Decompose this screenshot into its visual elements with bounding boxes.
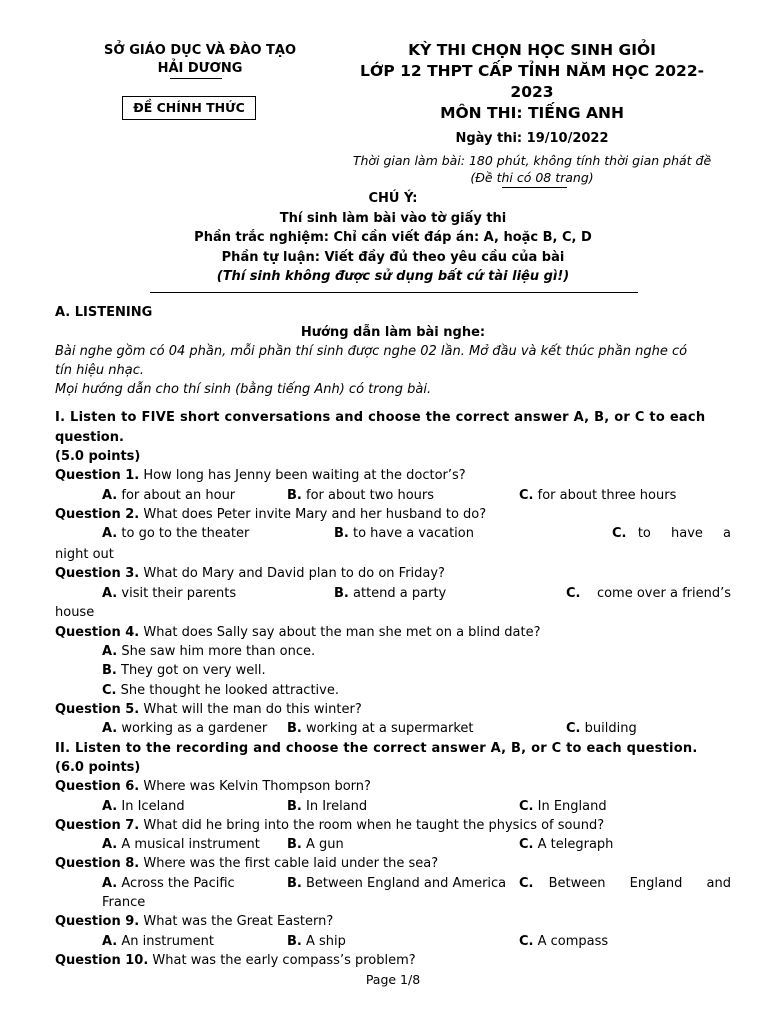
question-6: Question 6. Where was Kelvin Thompson born? (55, 779, 371, 794)
q8-option-c-cont: France (102, 895, 146, 910)
part-1-points: (5.0 points) (55, 449, 141, 464)
question-5: Question 5. What will the man do this winter? (55, 702, 362, 717)
exam-date: Ngày thi: 19/10/2022 (455, 131, 609, 146)
q8-option-a: A. Across the Pacific (102, 876, 235, 891)
q3-option-c: C. come over a friend’s (566, 586, 731, 601)
part-1-instruction: I. Listen to FIVE short conversations and choose the correct answer A, B, or C to each (55, 410, 706, 425)
exam-title-line-1: KỲ THI CHỌN HỌC SINH GIỎI (408, 41, 656, 59)
q2-option-c-cont: night out (55, 547, 114, 562)
q9-option-a: A. An instrument (102, 934, 214, 949)
guide-line-2: Mọi hướng dẫn cho thí sinh (bằng tiếng Anh) có trong bài. (55, 382, 432, 397)
question-label: Question 1. (55, 468, 140, 483)
q5-option-c: C. building (566, 721, 637, 736)
q3-option-a: A. visit their parents (102, 586, 237, 601)
question-1 (55, 468, 466, 483)
q1-option-a: A. for about an hour (102, 488, 236, 503)
notice-line-3: Phần tự luận: Viết đầy đủ theo yêu cầu của bài (221, 249, 565, 265)
q1-option-c: C. for about three hours (519, 488, 677, 503)
q8-option-b: B. Between England and America (287, 876, 507, 891)
q5-option-a: A. working as a gardener (102, 721, 268, 736)
question-2: Question 2. What does Peter invite Mary and her husband to do? (55, 507, 487, 522)
guide-line-1a: Bài nghe gồm có 04 phần, mỗi phần thí sinh được nghe 02 lần. Mở đầu và kết thúc phần nghe có (55, 344, 688, 359)
page-number: Page 1/8 (365, 972, 421, 987)
notice-line-2: Phần trắc nghiệm: Chỉ cần viết đáp án: A, hoặc B, C, D (194, 230, 592, 245)
q6-option-b: B. In Ireland (287, 799, 368, 814)
q2-option-a: A. to go to the theater (102, 526, 250, 541)
q6-option-a: A. In Iceland (102, 799, 185, 814)
question-text: How long has Jenny been waiting at the doctor’s? (143, 468, 466, 483)
guide-title: Hướng dẫn làm bài nghe: (300, 325, 486, 340)
pages-note: (Đề thi có 08 trang) (470, 170, 594, 185)
q4-option-a: A. She saw him more than once. (102, 644, 316, 659)
question-10: Question 10. What was the early compass’s problem? (55, 953, 416, 968)
question-3: Question 3. What do Mary and David plan to do on Friday? (55, 566, 445, 581)
question-4: Question 4. What does Sally say about the man she met on a blind date? (55, 625, 541, 640)
exam-title-line-2: LỚP 12 THPT CẤP TỈNH NĂM HỌC 2022- (359, 62, 705, 80)
section-title: A. LISTENING (55, 305, 153, 320)
notice-title: CHÚ Ý: (368, 191, 418, 206)
official-badge: ĐỀ CHÍNH THỨC (122, 96, 256, 120)
q7-option-a: A. A musical instrument (102, 837, 260, 852)
part-2-instruction: II. Listen to the recording and choose the correct answer A, B, or C to each question. (55, 741, 698, 756)
exam-title-line-3: 2023 (510, 83, 554, 101)
q3-option-c-cont: house (55, 605, 95, 620)
q3-option-b: B. attend a party (334, 586, 447, 601)
q9-option-c: C. A compass (519, 934, 609, 949)
q2-option-c: C. to have a (612, 526, 731, 541)
dept-line-2: HẢI DƯƠNG (157, 61, 243, 76)
q5-option-b: B. working at a supermarket (287, 721, 474, 736)
q7-option-c: C. A telegraph (519, 837, 614, 852)
notice-line-1: Thí sinh làm bài vào tờ giấy thi (279, 210, 507, 226)
notice (0, 189, 768, 287)
q7-option-b: B. A gun (287, 837, 344, 852)
q1-option-b: B. for about two hours (287, 488, 435, 503)
department-name (90, 42, 310, 78)
dept-line-1: SỞ GIÁO DỤC VÀ ĐÀO TẠO (103, 43, 297, 58)
notice-divider (150, 292, 638, 293)
time-note: Thời gian làm bài: 180 phút, không tính thời gian phát đề (352, 153, 712, 168)
question-7: Question 7. What did he bring into the room when he taught the physics of sound? (55, 818, 605, 833)
q9-option-b: B. A ship (287, 934, 346, 949)
dept-underline (170, 78, 222, 79)
part-1-instruction-cont: question. (55, 430, 124, 445)
pages-underline (502, 187, 567, 188)
guide-line-1b: tín hiệu nhạc. (55, 363, 145, 378)
q2-option-b: B. to have a vacation (334, 526, 474, 541)
exam-title (350, 40, 714, 124)
exam-subject: MÔN THI: TIẾNG ANH (440, 104, 624, 122)
question-8: Question 8. Where was the first cable laid under the sea? (55, 856, 439, 871)
question-9: Question 9. What was the Great Eastern? (55, 914, 334, 929)
q8-option-c: C. Between England and (519, 876, 731, 891)
q6-option-c: C. In England (519, 799, 607, 814)
q4-option-c: C. She thought he looked attractive. (102, 683, 339, 698)
part-2-points: (6.0 points) (55, 760, 141, 775)
q4-option-b: B. They got on very well. (102, 663, 266, 678)
notice-line-4: (Thí sinh không được sử dụng bất cứ tài liệu gì!) (216, 269, 570, 284)
